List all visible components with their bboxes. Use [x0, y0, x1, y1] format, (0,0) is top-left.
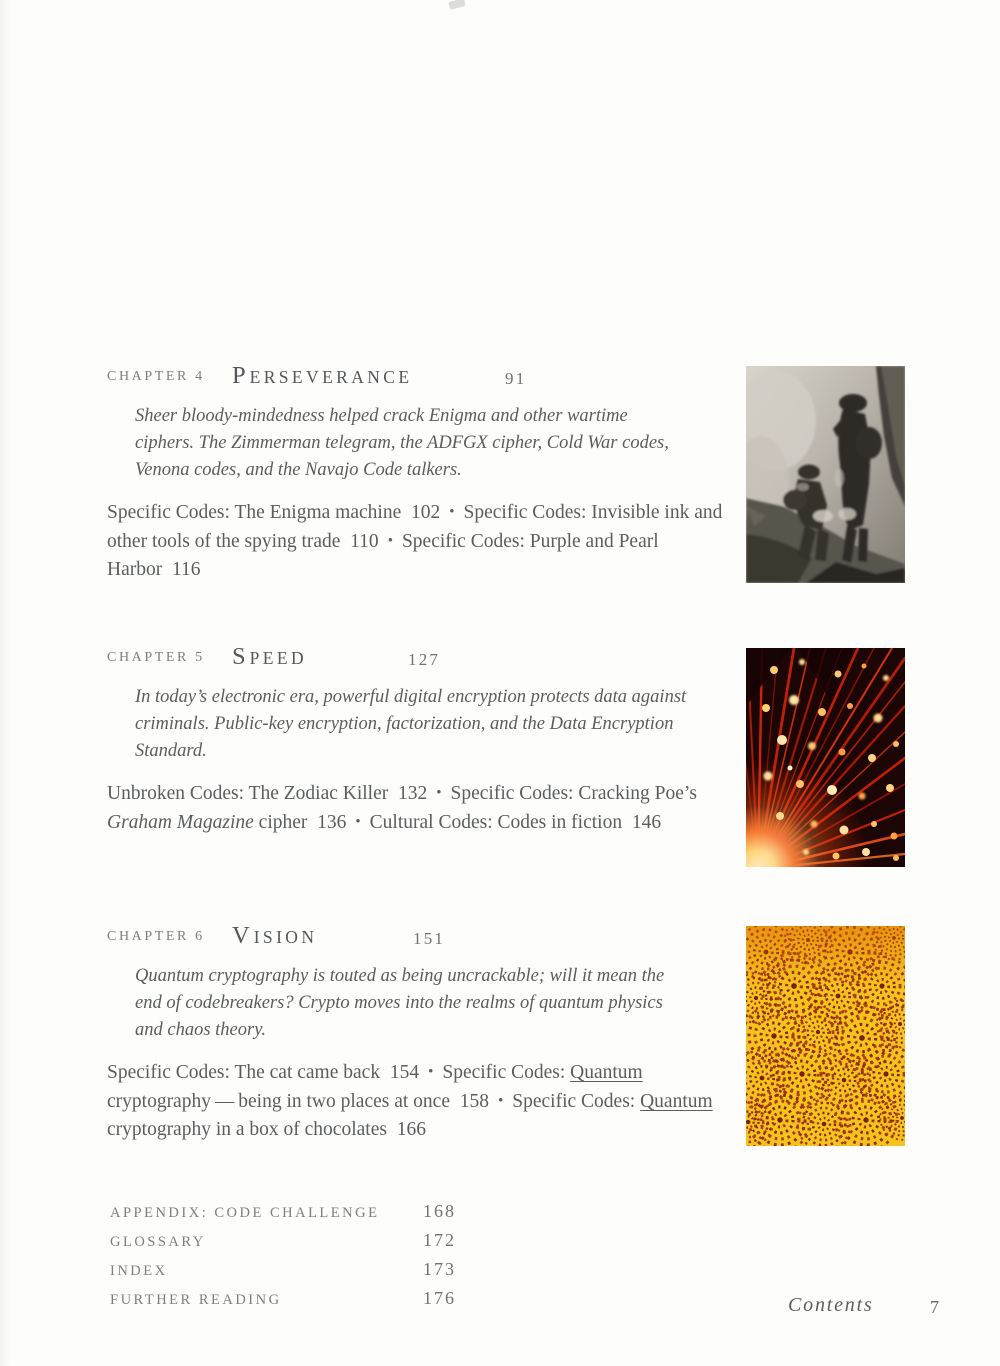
code-entry-text: cryptography — being in two places at once 158 [107, 1091, 489, 1112]
back-matter-page-number: 172 [423, 1230, 456, 1250]
running-footer-title: Contents [788, 1294, 874, 1316]
chapter-title: PERSEVERANCE [232, 362, 413, 389]
fiber-optic-graphic [746, 648, 905, 867]
chapter-code-entries [107, 1058, 725, 1144]
code-entry-text: Unbroken Codes: The Zodiac Killer 132 [107, 783, 428, 804]
chapter-title: SPEED [232, 643, 307, 670]
back-matter-page-number: 173 [423, 1259, 456, 1279]
back-matter-row [110, 1288, 530, 1317]
bullet-separator: • [449, 504, 455, 520]
chapter-summary: In today’s electronic era, powerful digital encryption protects data against criminals. Public-key encryption, factorization, and the Data Encryption Standard. [135, 687, 687, 761]
wartime-soldiers-photo [746, 366, 905, 583]
back-matter-label: FURTHER READING [110, 1292, 282, 1308]
code-entry-text: Specific Codes: [512, 1091, 641, 1112]
code-entry-text: Specific Codes: Purple and Pearl Harbor 116 [107, 531, 659, 580]
code-entry-text: cipher 136 [253, 812, 347, 833]
chapter-section-6 [107, 922, 725, 1157]
chaos-pattern-graphic [746, 926, 905, 1146]
chapter-title: VISION [232, 922, 318, 949]
chapter-code-entries [107, 498, 725, 584]
code-entry-text: Graham Magazine [107, 812, 254, 833]
chapter-heading [107, 362, 725, 389]
chapter-label: CHAPTER 5 [107, 650, 205, 665]
code-entry-text: Cultural Codes: Codes in fiction 146 [369, 812, 662, 833]
chapter-summary: Sheer bloody-mindedness helped crack Enigma and other wartime ciphers. The Zimmerman telegram, the ADFGX cipher, Cold War codes, Venona codes, and the Navajo Code talkers. [135, 406, 669, 480]
folio-page-number: 7 [930, 1297, 939, 1317]
bullet-separator: • [387, 533, 393, 549]
bullet-separator: • [498, 1093, 504, 1109]
scan-artifact [448, 0, 465, 10]
chapter-page-number: 151 [413, 929, 446, 948]
chapter-label: CHAPTER 6 [107, 929, 205, 944]
bullet-separator: • [436, 785, 442, 801]
code-entry-text: Quantum [640, 1091, 713, 1112]
wartime-soldiers-graphic [746, 366, 905, 583]
code-entry-text: cryptography in a box of chocolates 166 [107, 1119, 426, 1140]
fiber-optic-lights-photo [746, 648, 905, 867]
code-entry-text: Specific Codes: Invisible ink and other tools of the spying trade 110 [107, 502, 723, 552]
back-matter-page-number: 168 [423, 1201, 456, 1221]
chapter-section-4 [107, 362, 725, 597]
code-entry-text: Quantum [570, 1062, 643, 1083]
code-entry-text: Specific Codes: The Enigma machine 102 [107, 502, 441, 523]
back-matter-label: APPENDIX: CODE CHALLENGE [110, 1205, 380, 1221]
back-matter-label: INDEX [110, 1263, 168, 1279]
back-matter-list [110, 1201, 530, 1317]
chapter-heading [107, 922, 725, 949]
back-matter-row [110, 1259, 530, 1288]
back-matter-page-number: 176 [423, 1288, 456, 1308]
bullet-separator: • [428, 1064, 434, 1080]
chapter-summary: Quantum cryptography is touted as being uncrackable; will it mean the end of codebreakers? Crypto moves into the realms of quantum physics and chaos theory. [135, 966, 665, 1040]
chapter-label: CHAPTER 4 [107, 369, 205, 384]
chapter-code-entries [107, 779, 725, 837]
back-matter-row [110, 1201, 530, 1230]
code-entry-text: Specific Codes: Cracking Poe’s [450, 783, 697, 804]
code-entry-text: Specific Codes: The cat came back 154 [107, 1062, 420, 1083]
back-matter-row [110, 1230, 530, 1259]
code-entry-text: Specific Codes: [442, 1062, 571, 1083]
chaos-dot-pattern-photo [746, 926, 905, 1146]
chapter-page-number: 127 [408, 650, 441, 669]
back-matter-label: GLOSSARY [110, 1234, 206, 1250]
chapter-heading [107, 643, 725, 670]
chapter-section-5 [107, 643, 725, 858]
bullet-separator: • [355, 814, 361, 830]
chapter-page-number: 91 [505, 369, 527, 388]
